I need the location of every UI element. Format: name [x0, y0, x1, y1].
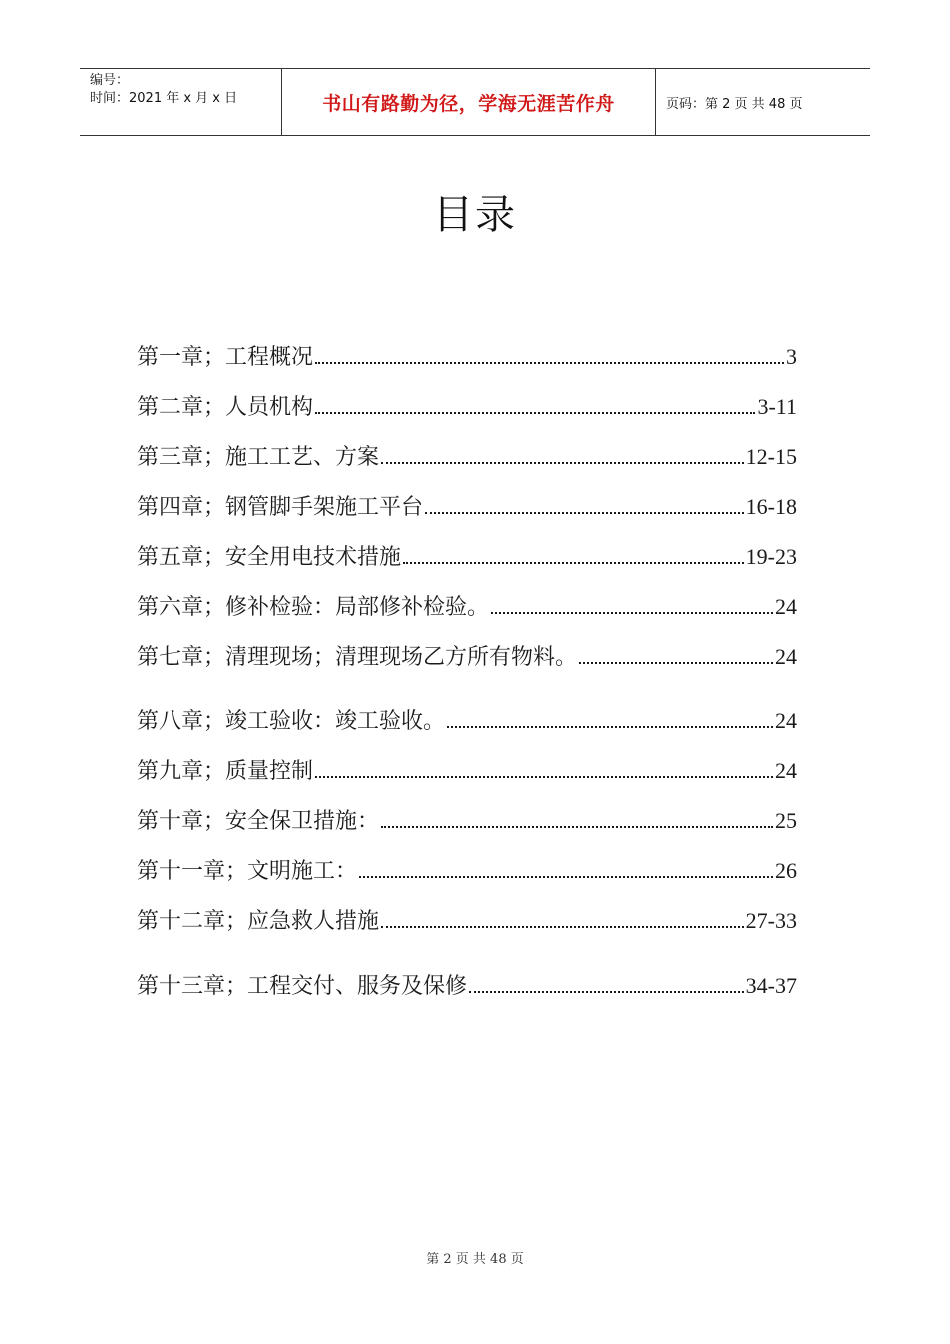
toc-entry[interactable] [137, 854, 797, 888]
toc-entry-page: 24 [775, 708, 797, 733]
toc-leader-dots [403, 544, 744, 564]
toc-entry-page: 3 [786, 344, 797, 369]
toc-entry-label: 第二章；人员机构 [137, 395, 314, 420]
toc-entry[interactable] [137, 804, 797, 838]
toc-entry-page: 3-11 [757, 394, 797, 419]
toc-entry-page: 16-18 [745, 494, 797, 519]
toc-entry-page: 19-23 [745, 544, 797, 569]
toc-entry-label: 第十章；安全保卫措施： [137, 809, 380, 834]
toc-leader-dots [381, 808, 773, 828]
toc-entry-label: 第十二章；应急救人措施 [137, 909, 380, 934]
toc-entry[interactable] [137, 390, 797, 424]
toc-leader-dots [579, 644, 773, 664]
toc-entry-page: 27-33 [745, 908, 797, 933]
toc-entry[interactable] [137, 904, 797, 938]
toc-leader-dots [425, 494, 744, 514]
document-date: 时间：2021 年 x 月 x 日 [90, 91, 238, 106]
toc-entry-label: 第九章；质量控制 [137, 759, 314, 784]
toc-entry[interactable] [137, 754, 797, 788]
toc-entry-page: 24 [775, 594, 797, 619]
toc-leader-dots [315, 758, 773, 778]
page-title: 目录 [433, 192, 517, 238]
toc-leader-dots [381, 908, 744, 928]
toc-entry-page: 12-15 [745, 444, 797, 469]
toc-entry[interactable] [137, 440, 797, 474]
toc-leader-dots [491, 594, 773, 614]
toc-entry-page: 26 [775, 858, 797, 883]
page-footer: 第 2 页 共 48 页 [426, 1252, 524, 1267]
toc-entry-label: 第八章；竣工验收：竣工验收。 [137, 709, 446, 734]
toc-entry-label: 第十一章；文明施工： [137, 859, 358, 884]
header-motto: 书山有路勤为径，学海无涯苦作舟 [282, 69, 656, 135]
toc-entry[interactable] [137, 704, 797, 738]
toc-entry-page: 25 [775, 808, 797, 833]
toc-leader-dots [381, 444, 744, 464]
toc-leader-dots [447, 708, 773, 728]
toc-entry-label: 第一章；工程概况 [137, 345, 314, 370]
toc-leader-dots [315, 394, 755, 414]
toc-leader-dots [359, 858, 773, 878]
toc-leader-dots [469, 973, 744, 993]
toc-entry-page: 24 [775, 644, 797, 669]
header-meta [80, 69, 282, 135]
toc-entry-label: 第三章；施工工艺、方案 [137, 445, 380, 470]
page-header [80, 68, 870, 136]
toc-entry-page: 34-37 [745, 973, 797, 998]
header-page-info: 页码：第 2 页 共 48 页 [666, 96, 803, 112]
toc-leader-dots [315, 344, 784, 364]
toc-entry[interactable] [137, 969, 797, 1003]
toc-entry-label: 第五章；安全用电技术措施 [137, 545, 402, 570]
toc-entry-page: 24 [775, 758, 797, 783]
toc-entry[interactable] [137, 340, 797, 374]
toc-entry-label: 第七章；清理现场；清理现场乙方所有物料。 [137, 645, 578, 670]
toc-entry[interactable] [137, 640, 797, 674]
toc-entry-label: 第六章；修补检验：局部修补检验。 [137, 595, 490, 620]
document-number-label: 编号： [90, 73, 130, 88]
toc-entry[interactable] [137, 590, 797, 624]
toc-entry[interactable] [137, 490, 797, 524]
toc-entry-label: 第四章；钢管脚手架施工平台 [137, 495, 424, 520]
toc-entry-label: 第十三章；工程交付、服务及保修 [137, 974, 468, 999]
toc-entry[interactable] [137, 540, 797, 574]
